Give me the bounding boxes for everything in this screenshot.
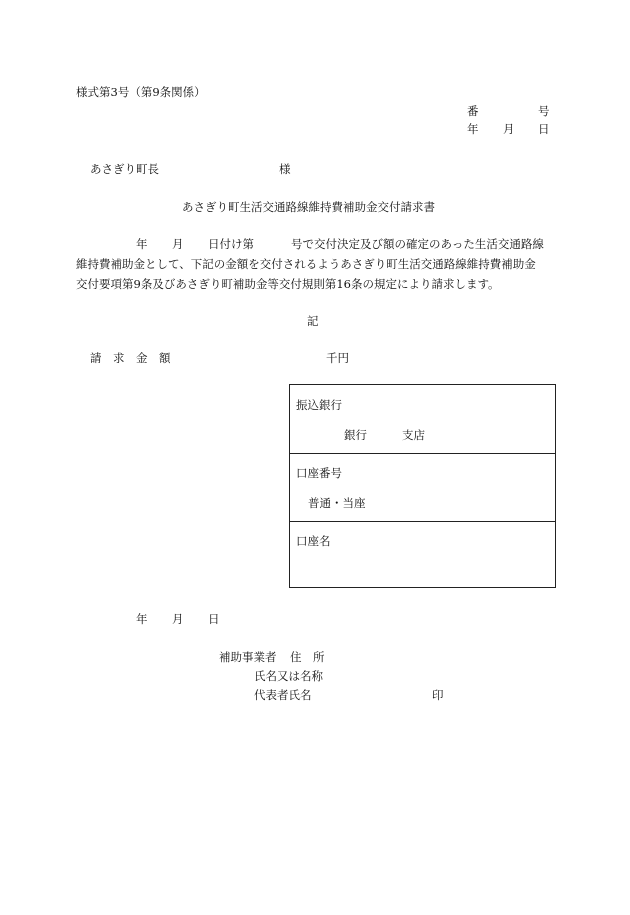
seal-mark: 印 bbox=[432, 688, 444, 702]
amount-label: 請 求 金 額 bbox=[90, 351, 171, 365]
applicant-address-label: 住 所 bbox=[290, 650, 325, 664]
representative-label: 代表者氏名 bbox=[254, 688, 312, 702]
footer-day: 日 bbox=[208, 612, 220, 626]
bank-info-box bbox=[289, 384, 556, 588]
date-year: 年 bbox=[467, 122, 479, 136]
body-month: 月 bbox=[172, 237, 184, 251]
applicant-name-label: 氏名又は名称 bbox=[254, 669, 323, 683]
addressee-honorific: 様 bbox=[279, 162, 291, 176]
addressee-name: あさぎり町長 bbox=[90, 162, 159, 176]
branch-label: 支店 bbox=[402, 428, 425, 442]
bank-name-label: 銀行 bbox=[344, 428, 367, 442]
form-number: 様式第3号（第9条関係） bbox=[76, 85, 206, 99]
footer-month: 月 bbox=[172, 612, 184, 626]
account-number-label: 口座番号 bbox=[296, 466, 342, 480]
body-line2: 維持費補助金として、下記の金額を交付されるようあさぎり町生活交通路線維持費補助金 bbox=[76, 257, 536, 271]
footer-year: 年 bbox=[136, 612, 148, 626]
bank-label: 振込銀行 bbox=[296, 398, 342, 412]
account-type: 普通・当座 bbox=[308, 496, 366, 510]
date-day: 日 bbox=[538, 122, 550, 136]
number-label: 番 bbox=[467, 104, 479, 118]
amount-unit: 千円 bbox=[326, 351, 349, 365]
account-name-cell bbox=[290, 521, 555, 587]
body-line3: 交付要項第9条及びあさぎり町補助金等交付規則第16条の規定により請求します。 bbox=[76, 277, 500, 291]
date-month: 月 bbox=[503, 122, 515, 136]
account-name-label: 口座名 bbox=[296, 534, 331, 548]
account-number-cell bbox=[290, 453, 555, 522]
body-year: 年 bbox=[136, 237, 148, 251]
body-line1-rest: 号で交付決定及び額の確定のあった生活交通路線 bbox=[291, 237, 544, 251]
ki-heading: 記 bbox=[307, 314, 319, 328]
document-title: あさぎり町生活交通路線維持費補助金交付請求書 bbox=[182, 200, 435, 214]
applicant-label: 補助事業者 bbox=[219, 650, 277, 664]
number-suffix: 号 bbox=[538, 104, 550, 118]
body-date: 日付け第 bbox=[208, 237, 254, 251]
bank-cell bbox=[290, 385, 555, 454]
